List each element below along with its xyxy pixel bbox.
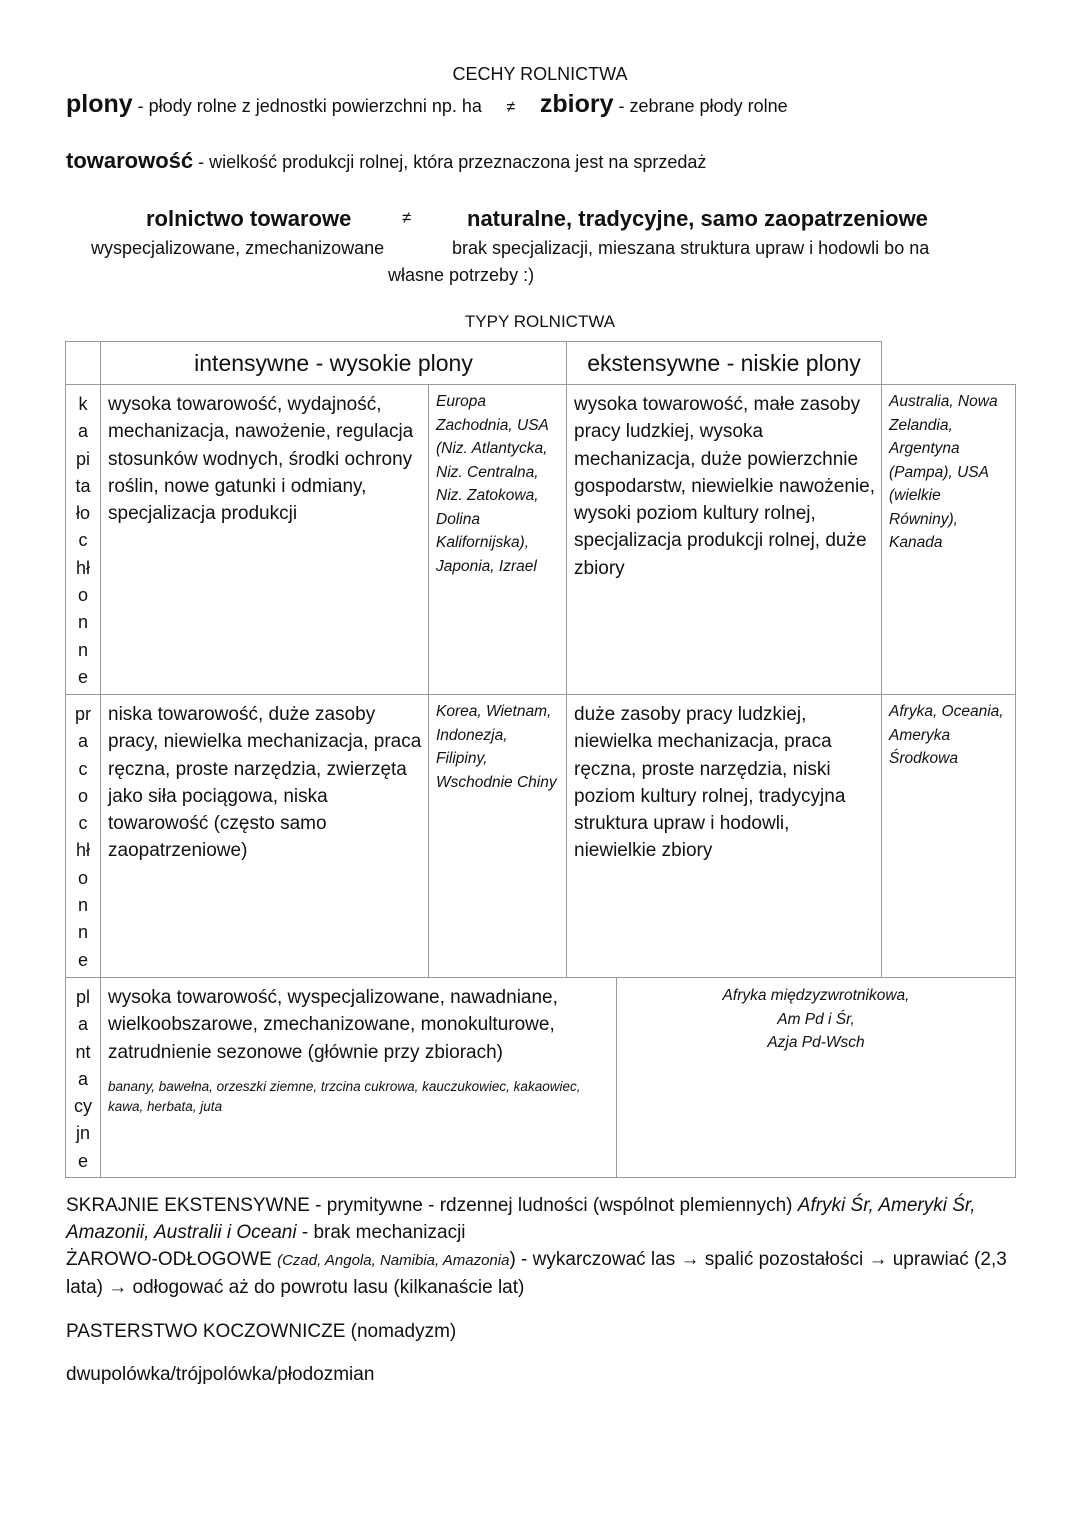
header-extensive: ekstensywne - niskie plony xyxy=(567,342,882,385)
not-equal-sign: ≠ xyxy=(506,99,516,116)
term-towarowosc: towarowość xyxy=(66,148,194,173)
intensive-capital-text: wysoka towarowość, wydajność, mechanizacja, nawożenie, regulacja stosunków wodnych, środki ochrony roślin, nowe gatunki i odmiany, specjalizacja produkcji xyxy=(101,385,429,695)
term-zbiory: zbiory xyxy=(539,90,614,118)
def-plony: - płody rolne z jednostki powierzchni np. ha xyxy=(132,96,482,116)
page-title: CECHY ROLNICTWA xyxy=(452,64,628,84)
extensive-capital-regions: Australia, Nowa Zelandia, Argentyna (Pampa), USA (wielkie Równiny), Kanada xyxy=(882,385,1016,695)
plantation-text xyxy=(101,978,617,1178)
plantation-description: wysoka towarowość, wyspecjalizowane, nawadniane, wielkoobszarowe, zmechanizowane, monokulturowe, zatrudnienie sezonowe (głównie przy zbiorach) xyxy=(108,987,558,1063)
extensive-labour-text: duże zasoby pracy ludzkiej, niewielka mechanizacja, praca ręczna, proste narzędzia, niski poziom kultury rolnej, tradycyjna struktura upraw i hodowli, niewielkie zbiory xyxy=(567,695,882,978)
types-title: TYPY ROLNICTWA xyxy=(464,312,616,331)
rolnictwo-towarowe-desc: wyspecjalizowane, zmechanizowane xyxy=(91,238,385,258)
row-label-kapitalochlonne: k a pi ta ło c hł o n n e xyxy=(66,385,101,695)
plantation-crops: banany, bawełna, orzeszki ziemne, trzcina cukrowa, kauczukowiec, kakaowiec, kawa, herbata, juta xyxy=(108,1078,581,1114)
towarowosc-definition xyxy=(66,148,706,174)
nomad-note: PASTERSTWO KOCZOWNICZE (nomadyzm) xyxy=(66,1321,457,1342)
row-label-plantacyjne: pl a nt a cy jn e xyxy=(66,978,101,1178)
def-towarowosc: - wielkość produkcji rolnej, która przeznaczona jest na sprzedaż xyxy=(193,152,707,172)
extreme-places: Afryki Śr, Ameryki Śr, Amazonii, Australii i Oceani xyxy=(66,1195,976,1244)
not-equal-sign: ≠ xyxy=(402,208,412,227)
corner-cell xyxy=(66,342,101,385)
def-zbiory: - zebrane płody rolne xyxy=(613,96,788,116)
extensive-capital-text: wysoka towarowość, małe zasoby pracy ludzkiej, wysoka mechanizacja, duże powierzchnie gospodarstw, niewielkie nawożenie, wysoki poziom kultury rolnej, specjalizacja produkcji rolnej, duże zbiory xyxy=(567,385,882,695)
slash-and-burn-places: (Czad, Angola, Namibia, Amazonia xyxy=(277,1252,510,1269)
term-plony: plony xyxy=(66,90,133,118)
extensive-labour-regions: Afryka, Oceania, Ameryka Środkowa xyxy=(882,695,1016,978)
agriculture-types-table xyxy=(65,341,1016,1178)
rolnictwo-naturalne-desc: brak specjalizacji, mieszana struktura upraw i hodowli bo na xyxy=(452,238,930,258)
crop-rotation-note: dwupolówka/trójpolówka/płodozmian xyxy=(66,1364,375,1385)
plantation-regions: Afryka międzyzwrotnikowa, Am Pd i Śr, Azja Pd-Wsch xyxy=(617,978,1016,1178)
rolnictwo-naturalne-title: naturalne, tradycyjne, samo zaopatrzeniowe xyxy=(467,206,928,231)
intensive-labour-text: niska towarowość, duże zasoby pracy, niewielka mechanizacja, praca ręczna, proste narzędzia, zwierzęta jako siła pociągowa, niska towarowość (często samo zaopatrzeniowe) xyxy=(101,695,429,978)
rolnictwo-towarowe-title: rolnictwo towarowe xyxy=(146,206,352,231)
row-label-pracochlonne: pr a c o c hł o n n e xyxy=(66,695,101,978)
header-intensive: intensywne - wysokie plony xyxy=(101,342,567,385)
slash-and-burn-note: ŻAROWO-ODŁOGOWE (Czad, Angola, Namibia, Amazonia) - wykarczować las → spalić pozostałości → uprawiać (2,3 lata) → odłogować aż do powrotu lasu (kilkanaście lat) xyxy=(66,1249,1007,1299)
rolnictwo-naturalne-desc-cont: własne potrzeby :) xyxy=(388,265,535,285)
intensive-labour-regions: Korea, Wietnam, Indonezja, Filipiny, Wschodnie Chiny xyxy=(429,695,567,978)
extreme-extensive-note: SKRAJNIE EKSTENSYWNE - prymitywne - rdzennej ludności (wspólnot plemiennych) Afryki Śr, Ameryki Śr, Amazonii, Australii i Oceani - brak mechanizacji xyxy=(66,1195,976,1244)
plony-definition xyxy=(66,90,788,119)
intensive-capital-regions: Europa Zachodnia, USA (Niz. Atlantycka, Niz. Centralna, Niz. Zatokowa, Dolina Kalifornijska), Japonia, Izrael xyxy=(429,385,567,695)
